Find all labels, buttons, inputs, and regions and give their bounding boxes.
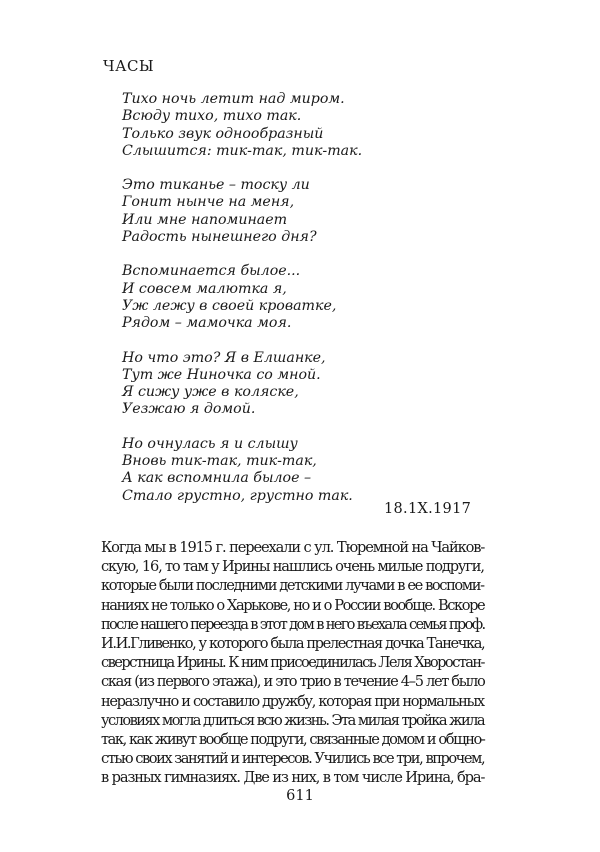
poem-line: Вновь тик-так, тик-так, <box>122 453 317 470</box>
prose-paragraph <box>101 538 484 788</box>
poem-stanza <box>122 263 502 332</box>
poem-line: Уж лежу в своей кроватке, <box>122 297 337 314</box>
prose-line: наниях не только о Харькове, но и о России вообще. Вскоре <box>101 596 485 614</box>
poem-line: Я сижу уже в коляске, <box>122 384 299 401</box>
poem-line: Уезжаю я домой. <box>122 401 256 418</box>
prose-line: Когда мы в 1915 г. переехали с ул. Тюремной на Чайков- <box>101 539 485 556</box>
poem-line: Тут же Ниночка со мной. <box>122 366 321 383</box>
page-number: 611 <box>286 788 314 804</box>
poem-title: ЧАСЫ <box>103 57 155 75</box>
poem-body <box>122 91 502 505</box>
poem-line: Вспоминается былое... <box>122 263 301 280</box>
prose-line: которые были последними детскими лучами в ее воспоми- <box>101 577 484 595</box>
poem-stanza <box>122 91 502 160</box>
poem-line: Всюду тихо, тихо так. <box>122 108 302 125</box>
prose-line: сверстница Ирины. К ним присоединилась Леля Хворостан- <box>101 654 484 672</box>
poem-line: Слышится: тик-так, тик-так. <box>122 142 363 159</box>
poem-stanza <box>122 350 502 419</box>
prose-line: неразлучно и составило дружбу, которая при нормальных <box>101 692 484 710</box>
prose-line: стью своих занятий и интересов. Учились все три, впрочем, <box>101 750 485 768</box>
poem-line: Это тиканье – тоску ли <box>122 177 310 194</box>
poem-line: Но очнулась я и слышу <box>122 435 298 452</box>
poem-line: Или мне напоминает <box>122 211 288 228</box>
prose-line: скую, 16, то там у Ирины нашлись очень милые подруги, <box>101 558 484 576</box>
poem-line: И совсем малютка я, <box>122 280 287 297</box>
poem-stanza <box>122 436 502 505</box>
poem-line: Радость нынешнего дня? <box>122 229 317 246</box>
poem-date: 18.1Х.1917 <box>384 501 472 517</box>
prose-line: ская (из первого этажа), и это трио в течение 4–5 лет было <box>101 673 485 691</box>
poem-line: Только звук однообразный <box>122 125 324 142</box>
poem-line: Тихо ночь летит над миром. <box>122 91 345 107</box>
poem-line: Гонит нынче на меня, <box>122 194 295 211</box>
prose-line: после нашего переезда в этот дом в него въехала семья проф. <box>101 615 485 633</box>
poem-line: А как вспомнила былое – <box>122 470 312 487</box>
prose-line: И.И.Гливенко, у которого была прелестная дочка Танечка, <box>101 635 485 653</box>
poem-stanza <box>122 177 502 246</box>
prose-line: условиях могла длиться всю жизнь. Эта милая тройка жила <box>101 711 485 729</box>
prose-line: в разных гимназиях. Две из них, в том числе Ирина, бра- <box>101 769 485 787</box>
poem-line: Но что это? Я в Елшанке, <box>122 349 326 366</box>
poem-line: Стало грустно, грустно так. <box>122 487 353 504</box>
poem-line: Рядом – мамочка моя. <box>122 315 292 332</box>
prose-line: так, как живут вообще подруги, связанные домом и общно- <box>101 731 485 749</box>
